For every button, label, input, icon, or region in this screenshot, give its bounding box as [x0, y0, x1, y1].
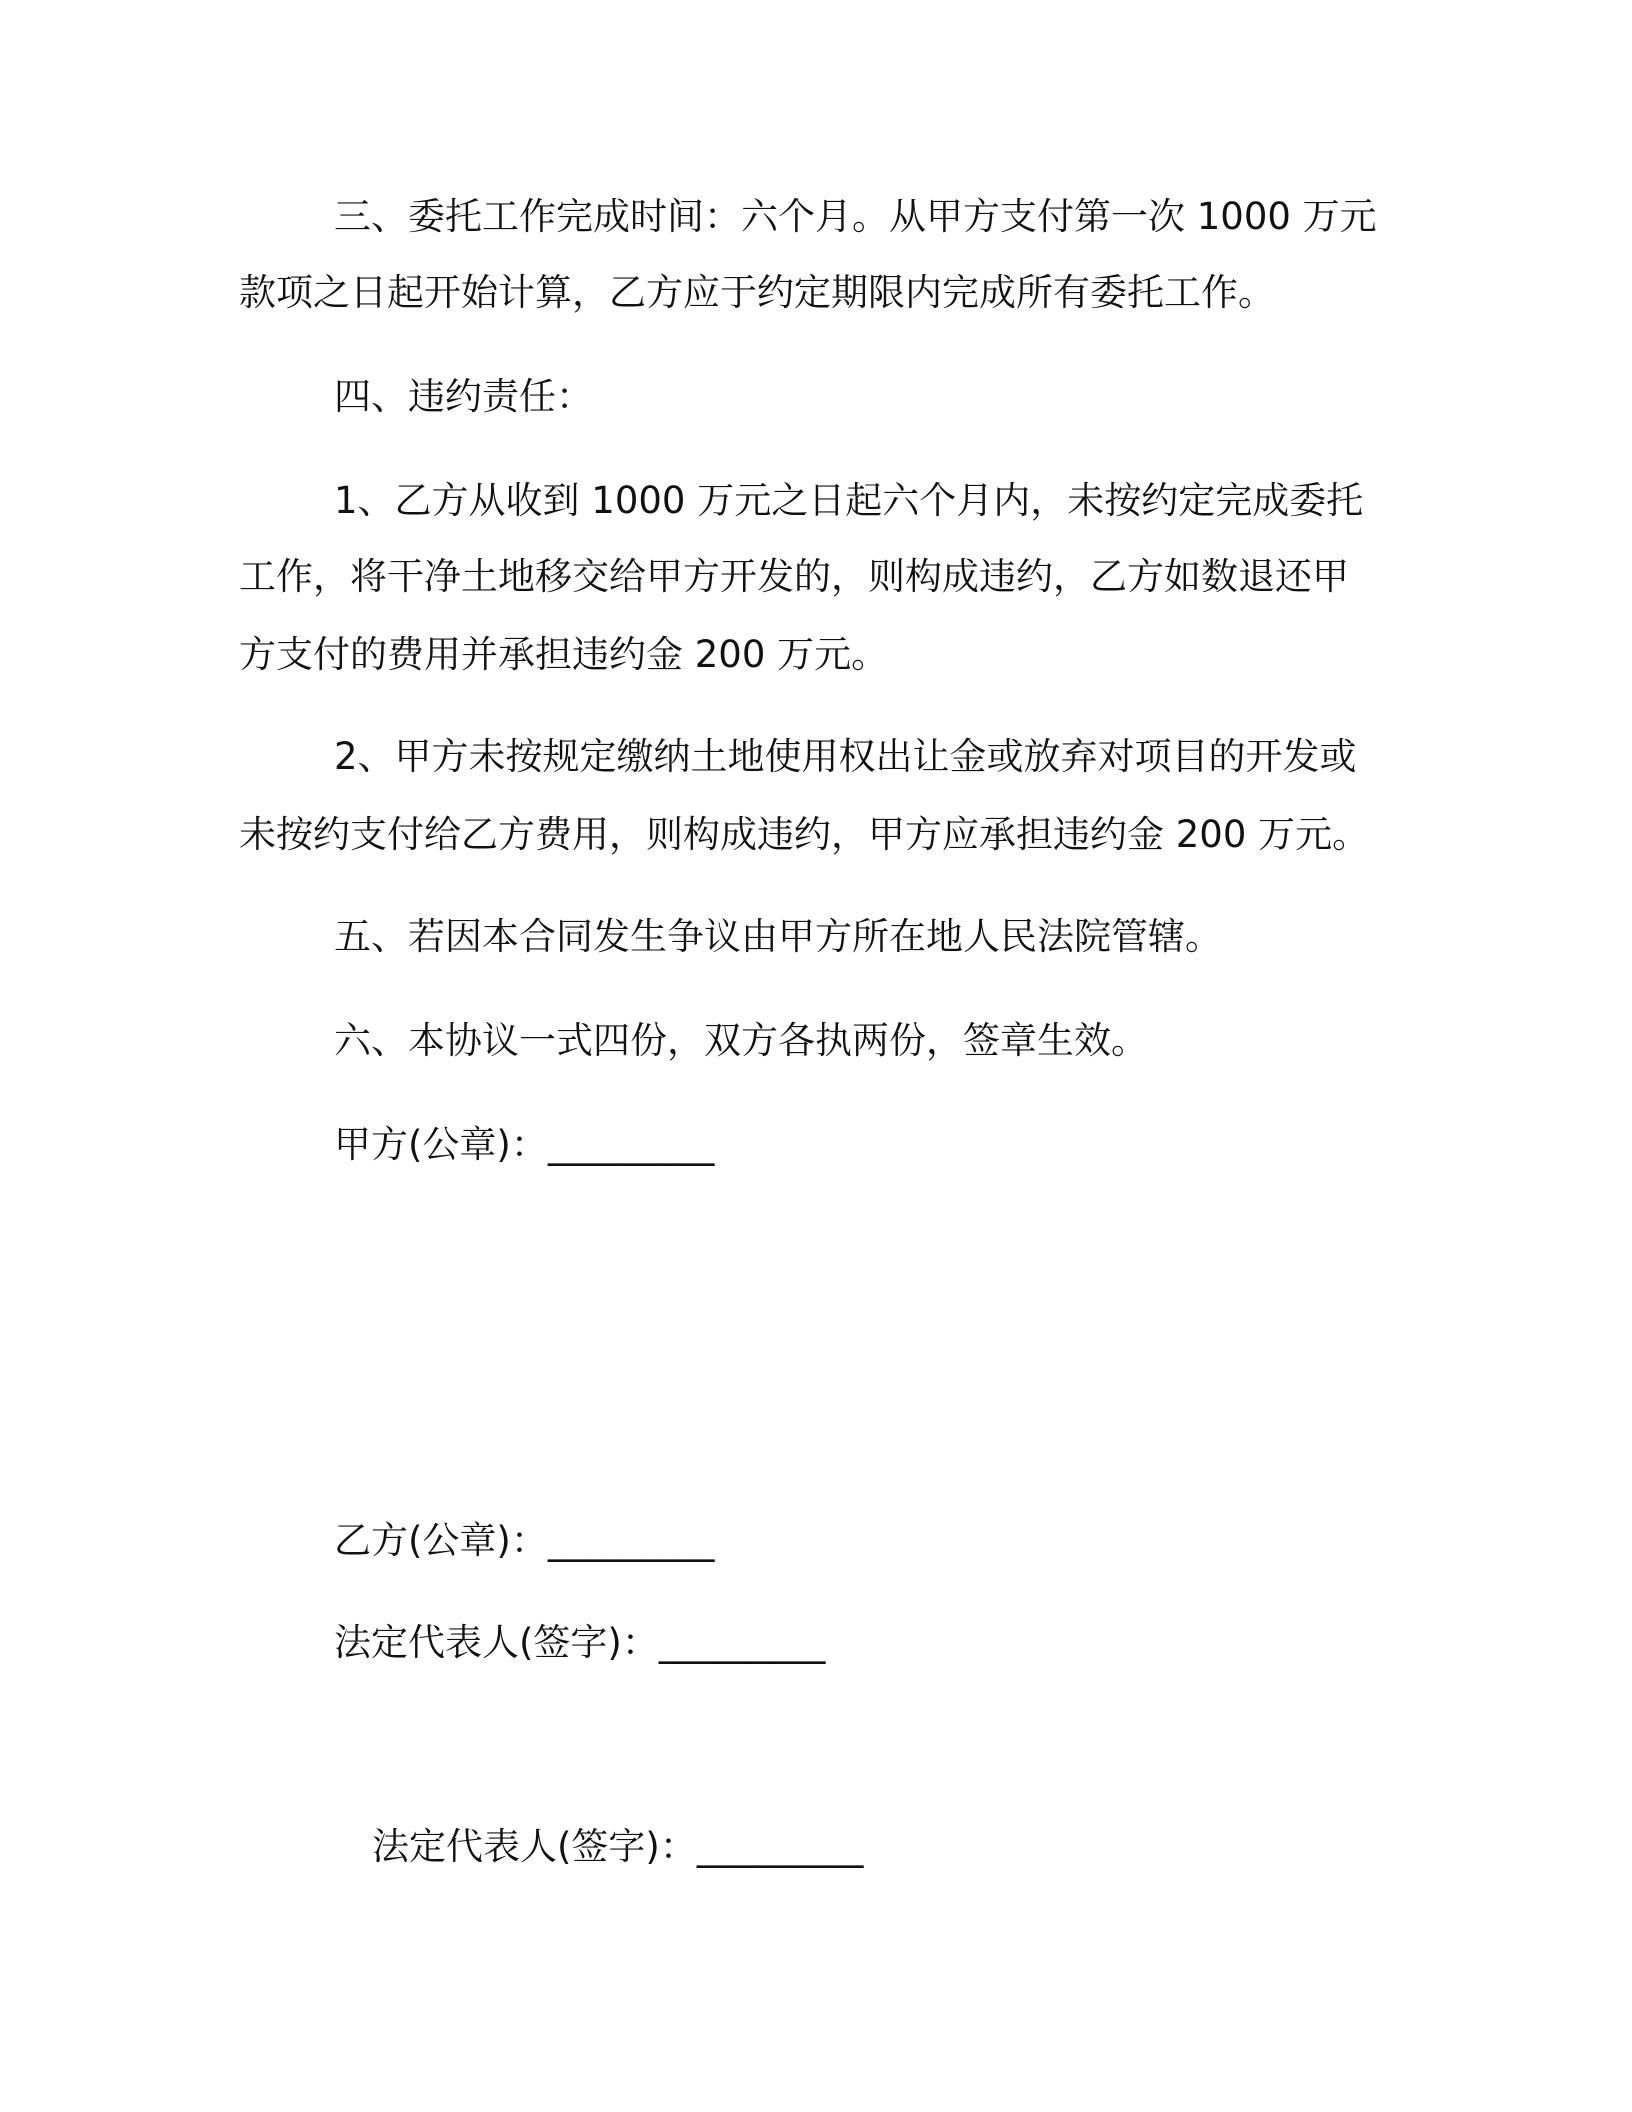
- section3-line2: 款项之日起开始计算，乙方应于约定期限内完成所有委托工作。: [239, 271, 1275, 314]
- section3-line1: 三、委托工作完成时间：六个月。从甲方支付第一次 1000 万元: [334, 195, 1377, 238]
- section4-heading: 四、违约责任：: [334, 375, 593, 418]
- clause1-line1: 1、乙方从收到 1000 万元之日起六个月内，未按约定完成委托: [334, 479, 1364, 522]
- party-b-seal-line: 乙方(公章)：_________: [334, 1519, 715, 1562]
- clause2-line1: 2、甲方未按规定缴纳土地使用权出让金或放弃对项目的开发或: [334, 735, 1357, 778]
- clause2-line2: 未按约支付给乙方费用，则构成违约，甲方应承担违约金 200 万元。: [239, 813, 1370, 856]
- section6: 六、本协议一式四份，双方各执两份，签章生效。: [334, 1019, 1148, 1062]
- legal-rep-signature-line-1: 法定代表人(签字)：_________: [334, 1621, 826, 1664]
- clause1-line2: 工作，将干净土地移交给甲方开发的，则构成违约，乙方如数退还甲: [239, 555, 1349, 598]
- section5: 五、若因本合同发生争议由甲方所在地人民法院管辖。: [334, 915, 1222, 958]
- legal-rep-signature-line-2: 法定代表人(签字)：_________: [372, 1825, 864, 1868]
- clause1-line3: 方支付的费用并承担违约金 200 万元。: [239, 633, 889, 676]
- party-a-seal-line: 甲方(公章)：_________: [334, 1123, 715, 1166]
